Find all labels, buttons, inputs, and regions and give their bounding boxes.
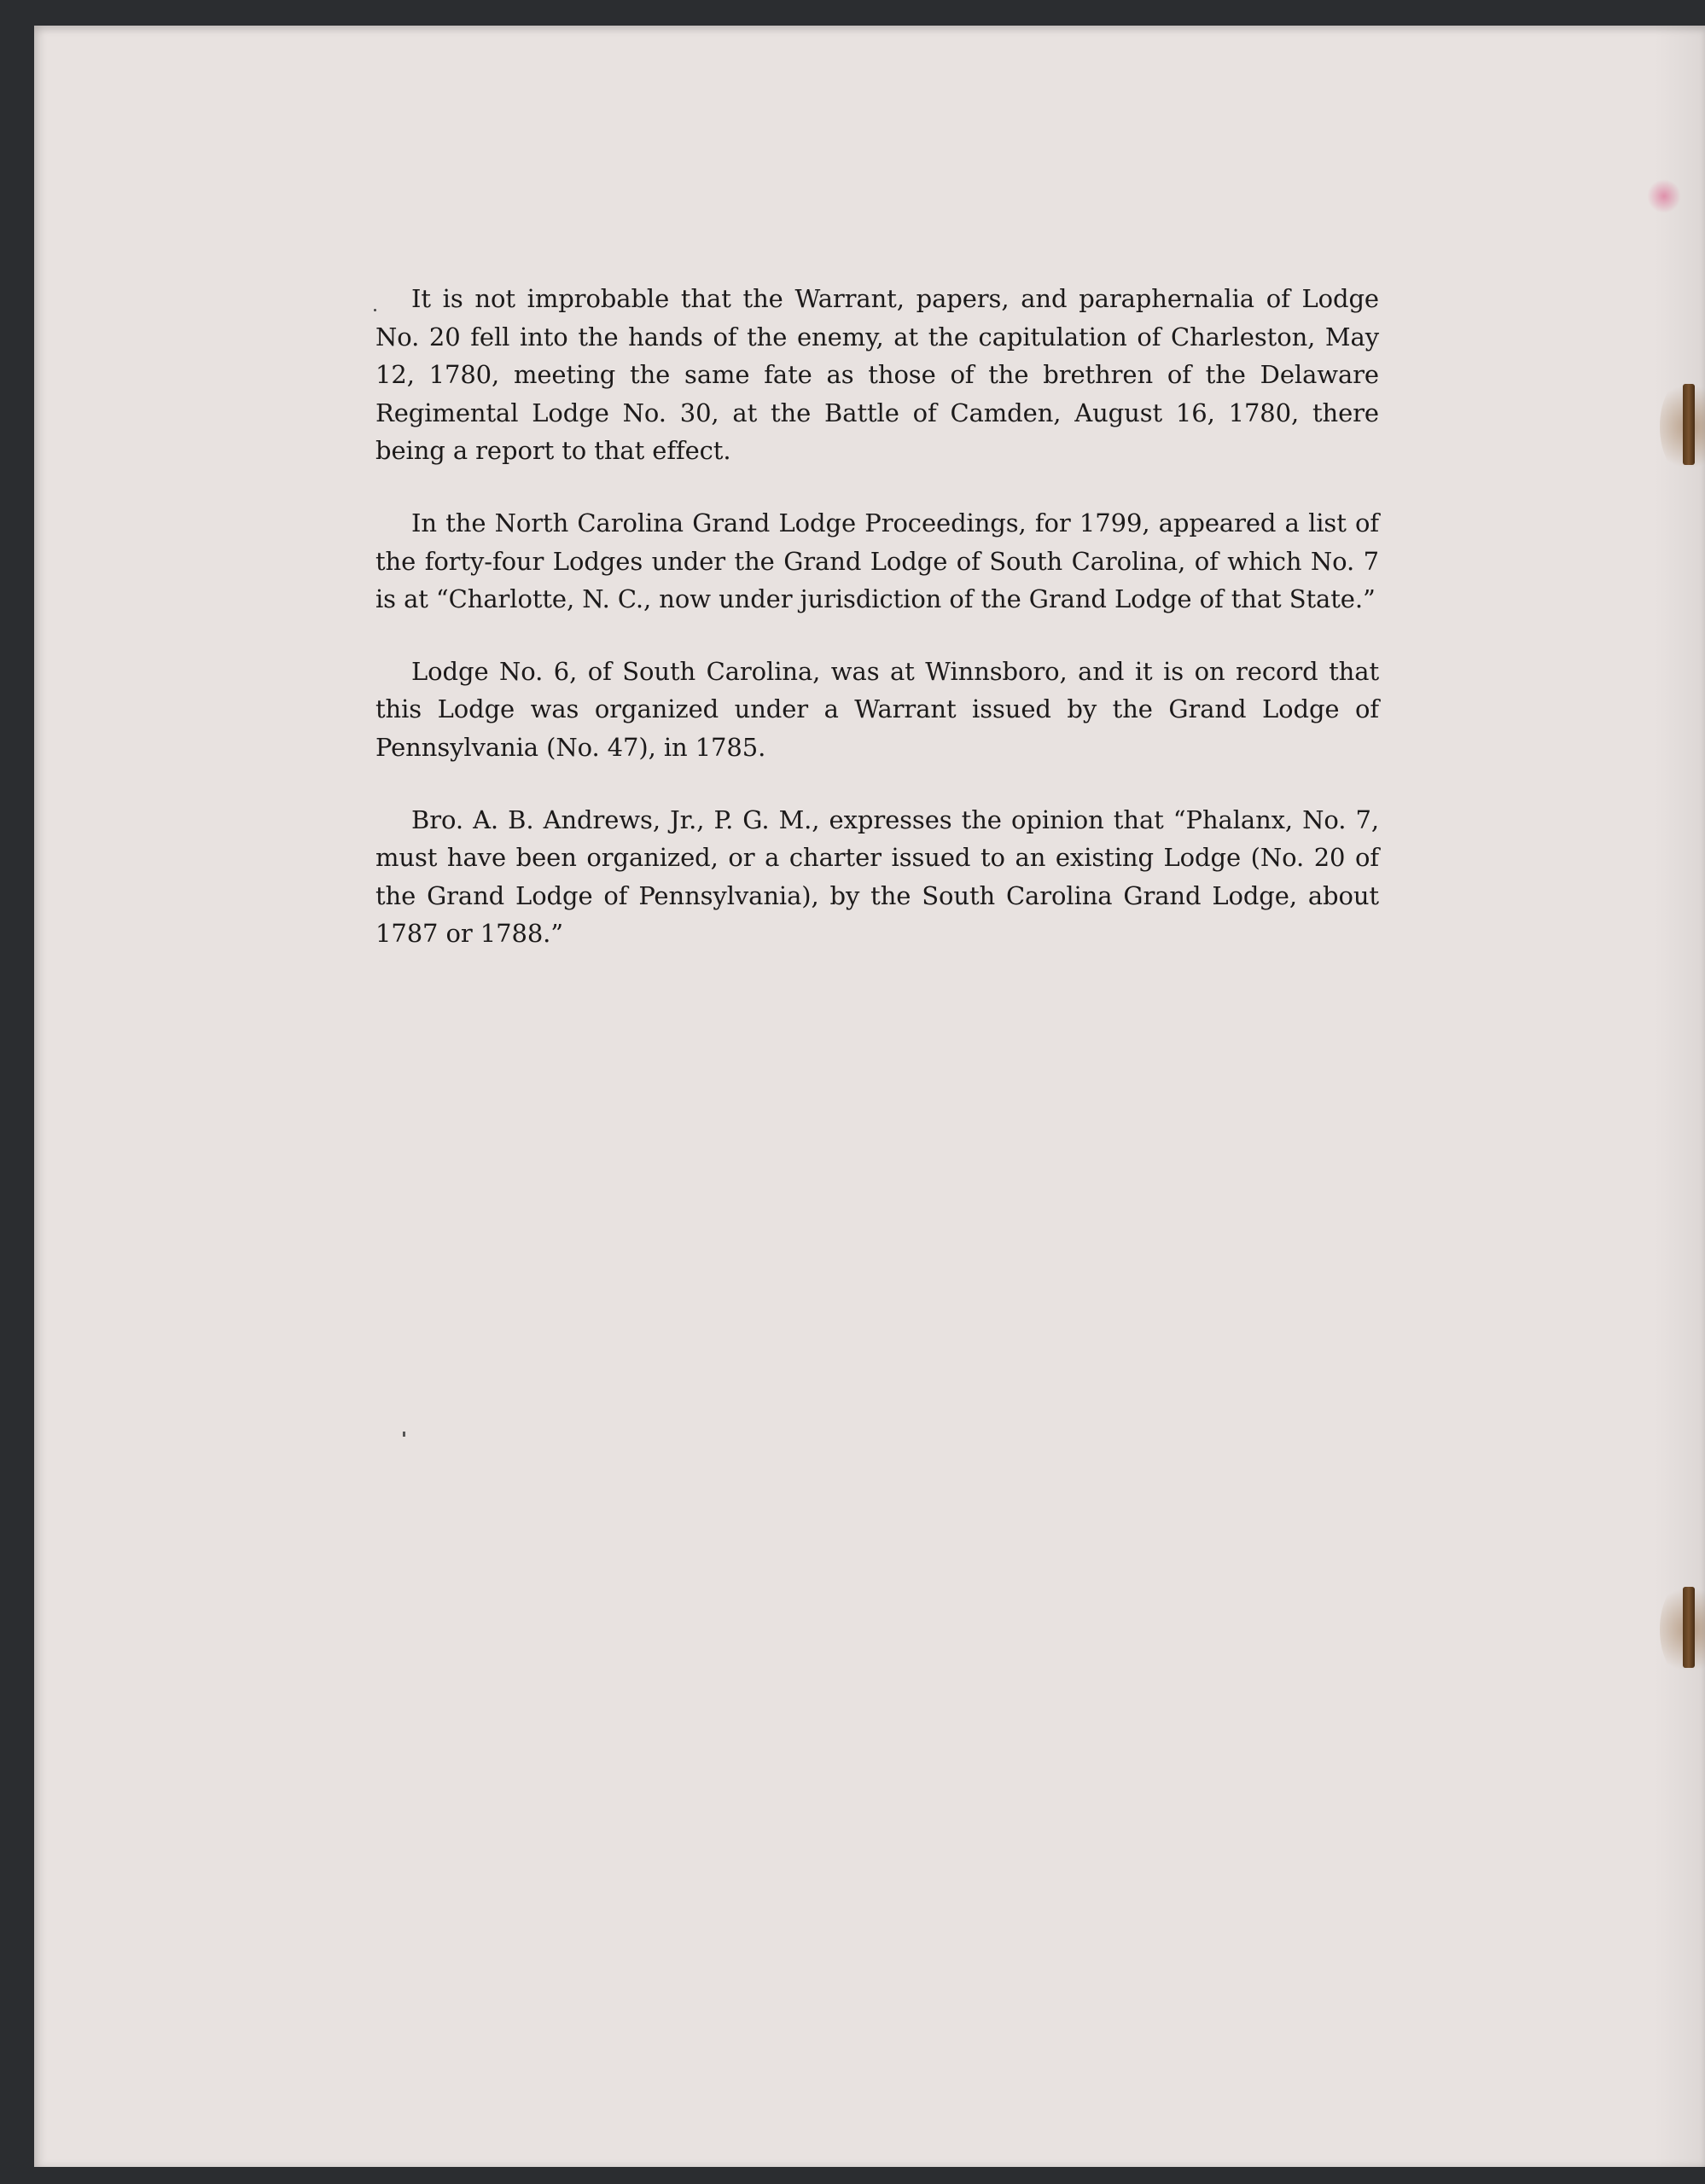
paragraph-2: In the North Carolina Grand Lodge Proceedings, for 1799, appeared a list of the forty-four Lodges under the Grand Lodge of South Carolina, of which No. 7 is at “Charlotte, N. C., now under jurisdiction of the Grand Lodge of that State.”	[375, 508, 1379, 614]
paragraph-1: It is not improbable that the Warrant, papers, and paraphernalia of Lodge No. 20 fell into the hands of the enemy, at the capitulation of Charleston, May 12, 1780, meeting the same fate as those of the brethren of the Delaware Regimental Lodge No. 30, at the Battle of Camden, August 16, 1780, there being a report to that effect.	[375, 284, 1379, 466]
staple-top-icon	[1683, 384, 1695, 465]
paragraph-3: Lodge No. 6, of South Carolina, was at Winnsboro, and it is on record that this Lodge was organized under a Warrant issued by the Grand Lodge of Pennsylvania (No. 47), in 1785.	[375, 656, 1379, 762]
staple-bottom-icon	[1683, 1587, 1695, 1668]
paragraph-4: Bro. A. B. Andrews, Jr., P. G. M., expresses the opinion that “Phalanx, No. 7, must have been organized, or a charter issued to an existing Lodge (No. 20 of the Grand Lodge of Pennsylvania), by the South Carolina Grand Lodge, about 1787 or 1788.”	[375, 804, 1379, 949]
rust-stain-bottom	[1660, 1578, 1705, 1681]
body-text	[375, 280, 1379, 987]
document-page	[34, 26, 1705, 2167]
pink-stain	[1647, 179, 1681, 213]
ink-mark-lower	[403, 1432, 405, 1437]
rust-stain-top	[1660, 375, 1705, 478]
